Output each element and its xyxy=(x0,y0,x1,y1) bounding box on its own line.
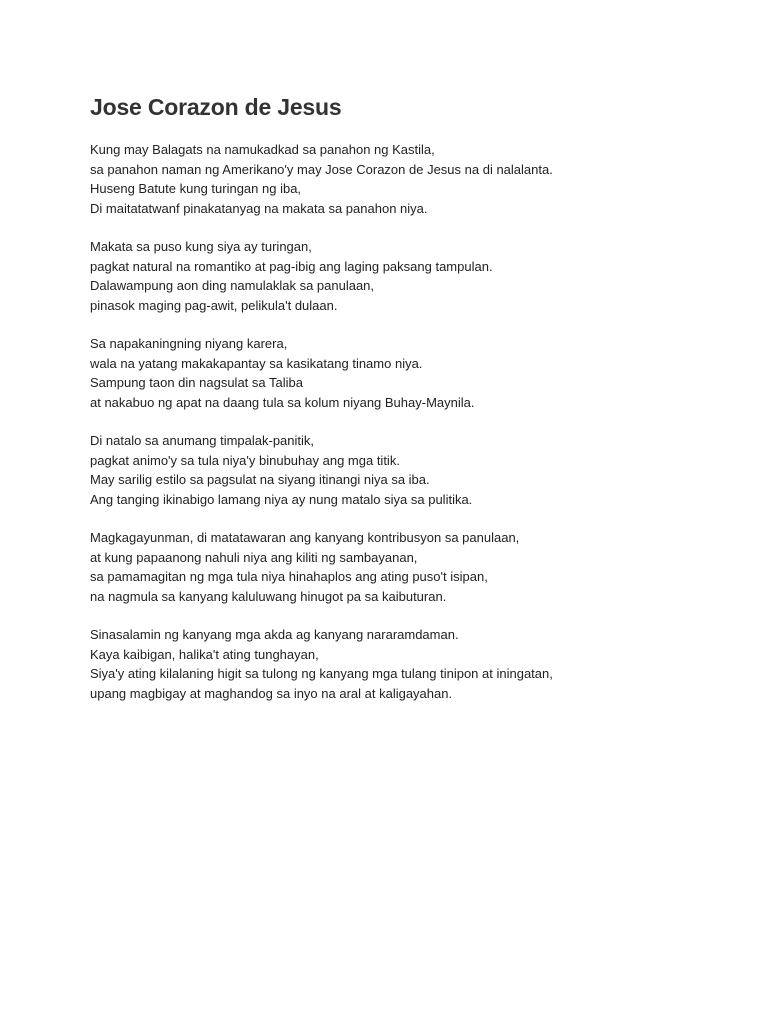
poem-line: Di natalo sa anumang timpalak-panitik, xyxy=(90,433,315,448)
poem-line: sa panahon naman ng Amerikano'y may Jose Corazon de Jesus na di nalalanta. xyxy=(90,161,553,177)
poem-line: wala na yatang makakapantay sa kasikatang tinamo niya. xyxy=(90,355,423,371)
poem-line: Kaya kaibigan, halika't ating tunghayan, xyxy=(90,646,319,662)
poem-line: Sa napakaningning niyang karera, xyxy=(90,336,288,351)
poem-line: Siya'y ating kilalaning higit sa tulong ng kanyang mga tulang tinipon at iningatan, xyxy=(90,666,553,681)
poem-line: Kung may Balagats na namukadkad sa panahon ng Kastila, xyxy=(90,142,435,157)
poem-line: Huseng Batute kung turingan ng iba, xyxy=(90,181,302,196)
poem-line: pagkat animo'y sa tula niya'y binubuhay ang mga titik. xyxy=(90,452,400,468)
stanza-5 xyxy=(90,528,730,606)
poem-line: Ang tanging ikinabigo lamang niya ay nung matalo siya sa pulitika. xyxy=(90,491,473,507)
poem-line: pagkat natural na romantiko at pag-ibig ang laging paksang tampulan. xyxy=(90,258,493,274)
poem-line: Dalawampung aon ding namulaklak sa panulaan, xyxy=(90,278,375,293)
poem-line: Makata sa puso kung siya ay turingan, xyxy=(90,239,312,254)
stanza-3 xyxy=(90,334,730,412)
document-page xyxy=(90,92,730,722)
poem-line: Sinasalamin ng kanyang mga akda ag kanyang nararamdaman. xyxy=(90,627,459,642)
page-title: Jose Corazon de Jesus xyxy=(90,94,342,120)
poem-line: pinasok maging pag-awit, pelikula't dulaan. xyxy=(90,297,338,313)
poem-line: Di maitatatwanf pinakatanyag na makata sa panahon niya. xyxy=(90,200,428,216)
poem-line: May sarilig estilo sa pagsulat na siyang itinangi niya sa iba. xyxy=(90,472,430,487)
poem-line: na nagmula sa kanyang kaluluwang hinugot pa sa kaibuturan. xyxy=(90,588,447,604)
poem-line: sa pamamagitan ng mga tula niya hinahaplos ang ating puso't isipan, xyxy=(90,569,488,584)
poem-line: at nakabuo ng apat na daang tula sa kolum niyang Buhay-Maynila. xyxy=(90,394,475,410)
poem-line: upang magbigay at maghandog sa inyo na aral at kaligayahan. xyxy=(90,685,453,701)
poem-line: at kung papaanong nahuli niya ang kiliti ng sambayanan, xyxy=(90,549,418,565)
poem-line: Magkagayunman, di matatawaran ang kanyang kontribusyon sa panulaan, xyxy=(90,530,520,545)
poem-line: Sampung taon din nagsulat sa Taliba xyxy=(90,375,303,390)
stanza-4 xyxy=(90,431,730,509)
stanza-6 xyxy=(90,625,730,703)
stanza-2 xyxy=(90,237,730,315)
stanza-1 xyxy=(90,140,730,218)
